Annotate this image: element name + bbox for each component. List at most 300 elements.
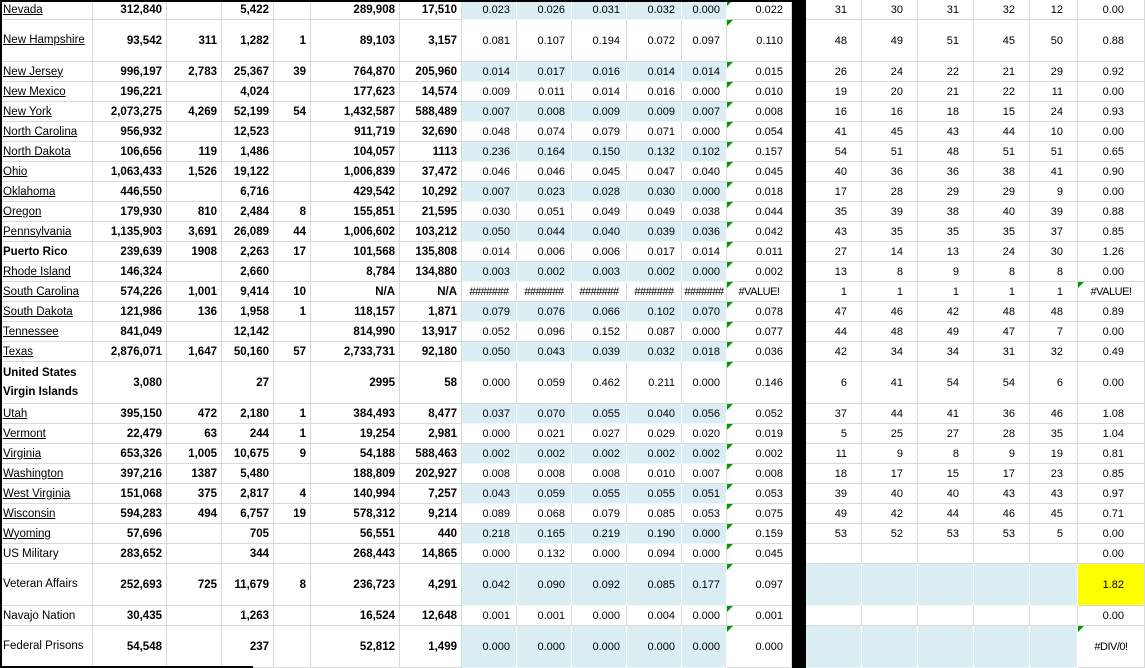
cell[interactable] <box>274 142 311 162</box>
cell[interactable]: 0.008 <box>517 464 572 484</box>
cell[interactable]: 2,783 <box>167 62 222 82</box>
cell[interactable]: 0.079 <box>462 302 517 322</box>
cell[interactable]: 1 <box>274 424 311 444</box>
cell[interactable] <box>862 564 918 606</box>
cell[interactable]: 0.462 <box>572 362 627 404</box>
cell[interactable]: 0.038 <box>682 202 727 222</box>
cell[interactable] <box>274 322 311 342</box>
cell[interactable]: 0.087 <box>627 322 682 342</box>
cell[interactable]: 0.031 <box>572 0 627 20</box>
cell[interactable]: 1 <box>274 404 311 424</box>
cell[interactable]: 0.000 <box>462 544 517 564</box>
cell[interactable]: ####### <box>462 282 517 302</box>
cell[interactable] <box>167 122 222 142</box>
cell[interactable]: 41 <box>862 362 918 404</box>
cell[interactable]: 22 <box>918 62 974 82</box>
cell[interactable]: 5 <box>1030 524 1078 544</box>
cell[interactable]: 39 <box>862 202 918 222</box>
cell[interactable]: 51 <box>1030 142 1078 162</box>
cell[interactable]: 0.85 <box>1078 464 1145 484</box>
cell[interactable]: 35 <box>806 202 862 222</box>
cell[interactable]: 2,180 <box>222 404 274 424</box>
cell[interactable]: 0.042 <box>727 222 792 242</box>
cell[interactable]: 26,089 <box>222 222 274 242</box>
cell[interactable] <box>167 606 222 626</box>
cell[interactable]: 50 <box>1030 20 1078 62</box>
cell[interactable]: 7,257 <box>400 484 462 504</box>
cell[interactable]: 103,212 <box>400 222 462 242</box>
cell[interactable]: 17 <box>806 182 862 202</box>
cell[interactable]: 31 <box>806 0 862 20</box>
cell[interactable]: 996,197 <box>93 62 167 82</box>
cell[interactable]: 0.009 <box>462 82 517 102</box>
cell[interactable]: 0.016 <box>572 62 627 82</box>
cell[interactable]: 51 <box>974 142 1030 162</box>
state-cell[interactable]: New Hampshire <box>0 20 93 62</box>
cell[interactable]: 19,122 <box>222 162 274 182</box>
cell[interactable]: 0.092 <box>572 564 627 606</box>
cell[interactable]: 594,283 <box>93 504 167 524</box>
cell[interactable] <box>274 0 311 20</box>
cell[interactable]: 12,523 <box>222 122 274 142</box>
cell[interactable]: 0.000 <box>682 606 727 626</box>
cell[interactable]: 0.000 <box>682 0 727 20</box>
cell[interactable]: 705 <box>222 524 274 544</box>
cell[interactable]: 2995 <box>311 362 400 404</box>
cell[interactable]: 6,757 <box>222 504 274 524</box>
cell[interactable]: 19 <box>806 82 862 102</box>
cell[interactable]: 13 <box>806 262 862 282</box>
cell[interactable]: 0.017 <box>627 242 682 262</box>
cell[interactable]: 0.001 <box>462 606 517 626</box>
cell[interactable]: 0.000 <box>517 626 572 668</box>
state-cell[interactable]: US Military <box>0 544 93 564</box>
cell[interactable]: 0.000 <box>682 362 727 404</box>
cell[interactable]: 2,733,731 <box>311 342 400 362</box>
cell[interactable]: 43 <box>1030 484 1078 504</box>
cell[interactable]: 19 <box>1030 444 1078 464</box>
cell[interactable]: 34 <box>862 342 918 362</box>
cell[interactable]: 28 <box>974 424 1030 444</box>
cell[interactable] <box>167 82 222 102</box>
state-cell[interactable]: Veteran Affairs <box>0 564 93 606</box>
cell[interactable]: 57,696 <box>93 524 167 544</box>
cell[interactable]: 764,870 <box>311 62 400 82</box>
cell[interactable]: 0.096 <box>517 322 572 342</box>
state-cell[interactable]: North Dakota <box>0 142 93 162</box>
cell[interactable]: 37,472 <box>400 162 462 182</box>
cell[interactable]: 1908 <box>167 242 222 262</box>
state-cell[interactable]: Navajo Nation <box>0 606 93 626</box>
cell[interactable]: 58 <box>400 362 462 404</box>
cell[interactable]: 104,057 <box>311 142 400 162</box>
cell[interactable]: 0.044 <box>727 202 792 222</box>
cell[interactable]: 13,917 <box>400 322 462 342</box>
state-cell[interactable]: Pennsylvania <box>0 222 93 242</box>
cell[interactable]: 35 <box>974 222 1030 242</box>
cell[interactable] <box>806 606 862 626</box>
cell[interactable] <box>806 626 862 668</box>
cell[interactable]: 1.26 <box>1078 242 1145 262</box>
cell[interactable]: 0.157 <box>727 142 792 162</box>
cell[interactable]: 9 <box>918 262 974 282</box>
cell[interactable]: 0.002 <box>627 262 682 282</box>
state-cell[interactable]: Washington <box>0 464 93 484</box>
cell[interactable]: 0.004 <box>627 606 682 626</box>
cell[interactable]: 32 <box>974 0 1030 20</box>
cell[interactable]: 8,477 <box>400 404 462 424</box>
cell[interactable]: 0.110 <box>727 20 792 62</box>
cell[interactable]: 0.49 <box>1078 342 1145 362</box>
cell[interactable]: 0.046 <box>462 162 517 182</box>
cell[interactable]: 0.029 <box>627 424 682 444</box>
cell[interactable]: 0.078 <box>727 302 792 322</box>
cell[interactable]: 32 <box>1030 342 1078 362</box>
cell[interactable]: 106,656 <box>93 142 167 162</box>
cell[interactable]: 17 <box>974 464 1030 484</box>
state-cell[interactable]: Oregon <box>0 202 93 222</box>
cell[interactable]: 1 <box>918 282 974 302</box>
cell[interactable]: 48 <box>1030 302 1078 322</box>
cell[interactable] <box>274 182 311 202</box>
cell[interactable]: 0.026 <box>517 0 572 20</box>
cell[interactable] <box>274 544 311 564</box>
cell[interactable]: 0.85 <box>1078 222 1145 242</box>
cell[interactable]: 53 <box>806 524 862 544</box>
cell[interactable]: 52,812 <box>311 626 400 668</box>
cell[interactable]: 140,994 <box>311 484 400 504</box>
cell[interactable]: 50,160 <box>222 342 274 362</box>
cell[interactable]: 15 <box>918 464 974 484</box>
cell[interactable]: 1 <box>274 302 311 322</box>
state-cell[interactable]: Oklahoma <box>0 182 93 202</box>
cell[interactable]: 29 <box>918 182 974 202</box>
cell[interactable]: 21 <box>974 62 1030 82</box>
cell[interactable]: 17 <box>274 242 311 262</box>
cell[interactable]: 19 <box>274 504 311 524</box>
cell[interactable]: 0.018 <box>682 342 727 362</box>
cell[interactable]: 17 <box>862 464 918 484</box>
cell[interactable]: 0.002 <box>462 444 517 464</box>
cell[interactable]: 1.82 <box>1078 564 1145 606</box>
cell[interactable]: 48 <box>862 322 918 342</box>
cell[interactable]: 0.037 <box>462 404 517 424</box>
cell[interactable]: 5 <box>806 424 862 444</box>
cell[interactable]: 11 <box>1030 82 1078 102</box>
cell[interactable] <box>167 626 222 668</box>
cell[interactable]: 0.015 <box>727 62 792 82</box>
cell[interactable]: 0.048 <box>462 122 517 142</box>
cell[interactable]: 35 <box>862 222 918 242</box>
cell[interactable]: 0.008 <box>572 464 627 484</box>
cell[interactable]: 8 <box>274 564 311 606</box>
cell[interactable]: 0.051 <box>682 484 727 504</box>
cell[interactable]: 0.070 <box>517 404 572 424</box>
cell[interactable]: 1113 <box>400 142 462 162</box>
cell[interactable]: 0.002 <box>627 444 682 464</box>
cell[interactable]: 841,049 <box>93 322 167 342</box>
cell[interactable]: 0.059 <box>517 362 572 404</box>
cell[interactable]: 0.000 <box>572 606 627 626</box>
cell[interactable]: 9 <box>274 444 311 464</box>
cell[interactable]: 10,292 <box>400 182 462 202</box>
cell[interactable]: 0.070 <box>682 302 727 322</box>
state-cell[interactable]: United States Virgin Islands <box>0 362 93 404</box>
cell[interactable]: 20 <box>862 82 918 102</box>
cell[interactable] <box>274 82 311 102</box>
cell[interactable]: 44 <box>974 122 1030 142</box>
cell[interactable]: 63 <box>167 424 222 444</box>
cell[interactable]: 0.049 <box>572 202 627 222</box>
cell[interactable]: 0.009 <box>627 102 682 122</box>
cell[interactable]: 47 <box>974 322 1030 342</box>
cell[interactable]: 0.150 <box>572 142 627 162</box>
cell[interactable]: 6,716 <box>222 182 274 202</box>
cell[interactable]: 0.066 <box>572 302 627 322</box>
cell[interactable]: 3,691 <box>167 222 222 242</box>
cell[interactable]: 0.054 <box>727 122 792 142</box>
cell[interactable]: 4 <box>274 484 311 504</box>
cell[interactable]: 13 <box>918 242 974 262</box>
cell[interactable]: 0.71 <box>1078 504 1145 524</box>
cell[interactable]: 6 <box>1030 362 1078 404</box>
cell[interactable]: 0.000 <box>682 182 727 202</box>
cell[interactable]: 0.003 <box>462 262 517 282</box>
cell[interactable]: 1387 <box>167 464 222 484</box>
cell[interactable] <box>274 122 311 142</box>
cell[interactable]: 814,990 <box>311 322 400 342</box>
cell[interactable]: 31 <box>918 0 974 20</box>
cell[interactable]: 0.007 <box>462 102 517 122</box>
cell[interactable] <box>274 162 311 182</box>
cell[interactable]: 8 <box>274 202 311 222</box>
cell[interactable]: 179,930 <box>93 202 167 222</box>
cell[interactable]: 0.008 <box>727 464 792 484</box>
cell[interactable]: 8 <box>1030 262 1078 282</box>
state-cell[interactable]: Wisconsin <box>0 504 93 524</box>
cell[interactable]: 0.014 <box>572 82 627 102</box>
cell[interactable]: 0.039 <box>572 342 627 362</box>
cell[interactable]: 0.047 <box>627 162 682 182</box>
cell[interactable]: 1,063,433 <box>93 162 167 182</box>
state-cell[interactable]: Utah <box>0 404 93 424</box>
cell[interactable]: 54 <box>974 362 1030 404</box>
cell[interactable]: 0.000 <box>682 524 727 544</box>
cell[interactable]: 4,024 <box>222 82 274 102</box>
cell[interactable]: 17,510 <box>400 0 462 20</box>
cell[interactable]: 0.211 <box>627 362 682 404</box>
cell[interactable]: 1,432,587 <box>311 102 400 122</box>
cell[interactable]: 0.00 <box>1078 0 1145 20</box>
cell[interactable]: 588,489 <box>400 102 462 122</box>
cell[interactable]: 18 <box>918 102 974 122</box>
cell[interactable]: 395,150 <box>93 404 167 424</box>
cell[interactable]: 41 <box>918 404 974 424</box>
cell[interactable]: 53 <box>918 524 974 544</box>
cell[interactable]: 10 <box>274 282 311 302</box>
cell[interactable]: 1,647 <box>167 342 222 362</box>
cell[interactable]: 0.000 <box>572 544 627 564</box>
state-cell[interactable]: Texas <box>0 342 93 362</box>
cell[interactable] <box>167 362 222 404</box>
cell[interactable]: 0.008 <box>727 102 792 122</box>
cell[interactable]: 155,851 <box>311 202 400 222</box>
cell[interactable]: 0.040 <box>572 222 627 242</box>
cell[interactable]: 0.000 <box>682 82 727 102</box>
state-cell[interactable]: Federal Prisons <box>0 626 93 668</box>
cell[interactable]: 0.65 <box>1078 142 1145 162</box>
cell[interactable]: 312,840 <box>93 0 167 20</box>
cell[interactable]: 1,282 <box>222 20 274 62</box>
cell[interactable]: 0.081 <box>462 20 517 62</box>
cell[interactable]: 151,068 <box>93 484 167 504</box>
cell[interactable]: 42 <box>862 504 918 524</box>
cell[interactable]: 11 <box>806 444 862 464</box>
cell[interactable] <box>974 544 1030 564</box>
cell[interactable]: 34 <box>918 342 974 362</box>
cell[interactable]: 578,312 <box>311 504 400 524</box>
cell[interactable] <box>167 544 222 564</box>
cell[interactable]: 0.045 <box>572 162 627 182</box>
cell[interactable]: 12 <box>1030 0 1078 20</box>
cell[interactable]: 93,542 <box>93 20 167 62</box>
cell[interactable]: 0.102 <box>627 302 682 322</box>
cell[interactable]: 0.002 <box>727 444 792 464</box>
cell[interactable]: 0.132 <box>627 142 682 162</box>
cell[interactable]: 4,291 <box>400 564 462 606</box>
state-cell[interactable]: Vermont <box>0 424 93 444</box>
cell[interactable]: 8,784 <box>311 262 400 282</box>
cell[interactable]: 9,214 <box>400 504 462 524</box>
cell[interactable]: 30,435 <box>93 606 167 626</box>
cell[interactable]: 0.88 <box>1078 202 1145 222</box>
cell[interactable]: ####### <box>572 282 627 302</box>
cell[interactable]: 134,880 <box>400 262 462 282</box>
cell[interactable] <box>167 0 222 20</box>
cell[interactable]: 8 <box>974 262 1030 282</box>
cell[interactable]: 5,480 <box>222 464 274 484</box>
cell[interactable]: 0.089 <box>462 504 517 524</box>
cell[interactable]: 7 <box>1030 322 1078 342</box>
cell[interactable]: 0.000 <box>682 626 727 668</box>
cell[interactable]: 38 <box>918 202 974 222</box>
cell[interactable]: 0.88 <box>1078 20 1145 62</box>
cell[interactable]: 0.079 <box>572 504 627 524</box>
cell[interactable]: 0.049 <box>627 202 682 222</box>
cell[interactable]: 0.036 <box>682 222 727 242</box>
cell[interactable]: 24 <box>1030 102 1078 122</box>
cell[interactable]: 0.097 <box>682 20 727 62</box>
state-cell[interactable]: Wyoming <box>0 524 93 544</box>
cell[interactable]: 54 <box>918 362 974 404</box>
cell[interactable]: N/A <box>400 282 462 302</box>
cell[interactable]: 47 <box>806 302 862 322</box>
cell[interactable]: 5,422 <box>222 0 274 20</box>
cell[interactable]: 0.040 <box>627 404 682 424</box>
cell[interactable]: 0.000 <box>627 626 682 668</box>
cell[interactable]: 0.055 <box>627 484 682 504</box>
cell[interactable]: 27 <box>918 424 974 444</box>
cell[interactable]: 289,908 <box>311 0 400 20</box>
cell[interactable]: 0.000 <box>682 544 727 564</box>
cell[interactable]: 0.006 <box>517 242 572 262</box>
cell[interactable]: 0.042 <box>462 564 517 606</box>
cell[interactable]: 429,542 <box>311 182 400 202</box>
cell[interactable]: 44 <box>274 222 311 242</box>
cell[interactable]: 0.001 <box>727 606 792 626</box>
cell[interactable]: 384,493 <box>311 404 400 424</box>
cell[interactable]: 29 <box>974 182 1030 202</box>
cell[interactable]: 3,080 <box>93 362 167 404</box>
cell[interactable]: 911,719 <box>311 122 400 142</box>
cell[interactable]: 0.076 <box>517 302 572 322</box>
cell[interactable]: 0.043 <box>517 342 572 362</box>
cell[interactable]: 0.218 <box>462 524 517 544</box>
cell[interactable]: 36 <box>974 404 1030 424</box>
cell[interactable]: 0.000 <box>462 362 517 404</box>
cell[interactable]: 24 <box>974 242 1030 262</box>
cell[interactable]: 1,526 <box>167 162 222 182</box>
cell[interactable]: 1 <box>974 282 1030 302</box>
cell[interactable] <box>974 564 1030 606</box>
cell[interactable]: 19,254 <box>311 424 400 444</box>
cell[interactable]: 0.053 <box>727 484 792 504</box>
cell[interactable]: 0.018 <box>727 182 792 202</box>
cell[interactable]: 0.044 <box>517 222 572 242</box>
cell[interactable]: 446,550 <box>93 182 167 202</box>
cell[interactable]: 237 <box>222 626 274 668</box>
cell[interactable]: 0.90 <box>1078 162 1145 182</box>
state-cell[interactable]: South Dakota <box>0 302 93 322</box>
cell[interactable]: 2,263 <box>222 242 274 262</box>
cell[interactable]: 1.08 <box>1078 404 1145 424</box>
cell[interactable]: 0.002 <box>517 444 572 464</box>
cell[interactable]: 0.003 <box>572 262 627 282</box>
cell[interactable]: 43 <box>974 484 1030 504</box>
cell[interactable]: 177,623 <box>311 82 400 102</box>
cell[interactable]: 2,817 <box>222 484 274 504</box>
cell[interactable] <box>862 544 918 564</box>
cell[interactable]: 0.052 <box>462 322 517 342</box>
cell[interactable]: 0.00 <box>1078 82 1145 102</box>
cell[interactable]: 0.011 <box>727 242 792 262</box>
state-cell[interactable]: Ohio <box>0 162 93 182</box>
cell[interactable]: 32,690 <box>400 122 462 142</box>
cell[interactable]: 0.014 <box>462 62 517 82</box>
cell[interactable]: 135,808 <box>400 242 462 262</box>
cell[interactable]: 51 <box>918 20 974 62</box>
cell[interactable]: 42 <box>918 302 974 322</box>
cell[interactable]: 0.007 <box>682 102 727 122</box>
cell[interactable]: 0.045 <box>727 162 792 182</box>
cell[interactable]: 40 <box>806 162 862 182</box>
cell[interactable]: 16 <box>862 102 918 122</box>
cell[interactable]: 46 <box>974 504 1030 524</box>
cell[interactable]: 43 <box>806 222 862 242</box>
cell[interactable]: 45 <box>1030 504 1078 524</box>
cell[interactable]: 0.051 <box>517 202 572 222</box>
cell[interactable]: 57 <box>274 342 311 362</box>
cell[interactable]: 0.006 <box>572 242 627 262</box>
cell[interactable]: 46 <box>1030 404 1078 424</box>
cell[interactable]: 0.030 <box>627 182 682 202</box>
state-cell[interactable]: Puerto Rico <box>0 242 93 262</box>
state-cell[interactable]: New York <box>0 102 93 122</box>
cell[interactable]: 1,001 <box>167 282 222 302</box>
cell[interactable]: 11,679 <box>222 564 274 606</box>
cell[interactable]: 0.00 <box>1078 362 1145 404</box>
cell[interactable]: 49 <box>862 20 918 62</box>
